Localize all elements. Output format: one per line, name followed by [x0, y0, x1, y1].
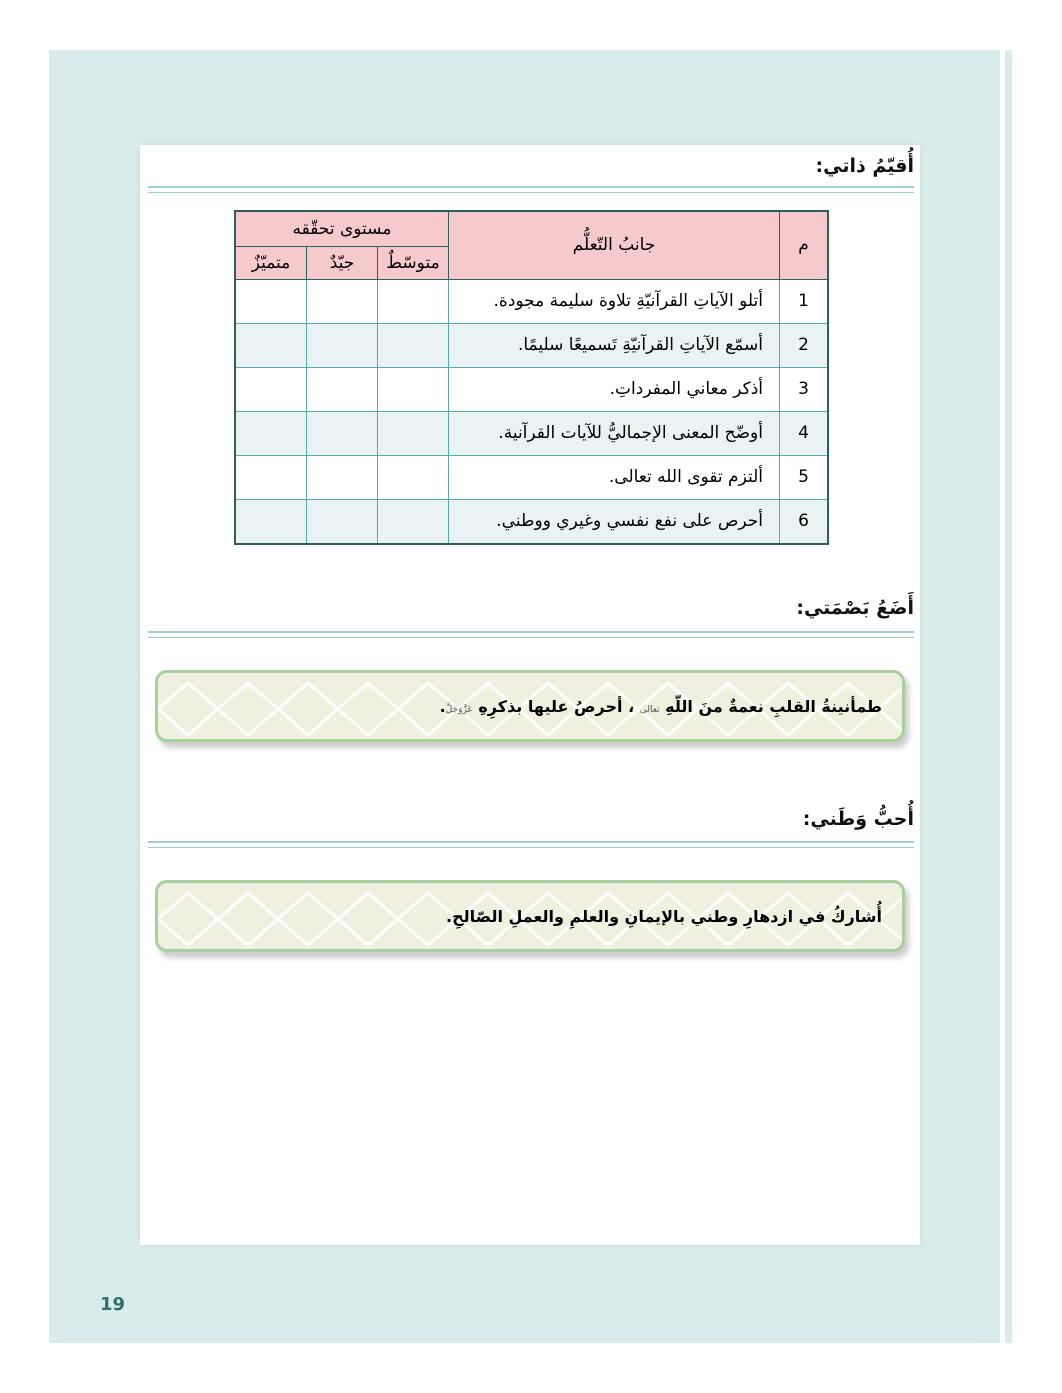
row-number: 3: [780, 367, 829, 411]
row-aspect: أذكر معاني المفرداتِ.: [449, 367, 780, 411]
cell-good[interactable]: [307, 323, 378, 367]
table-row: [235, 367, 828, 411]
cell-excellent[interactable]: [235, 323, 307, 367]
header-excellent: متميّزٌ: [235, 246, 307, 279]
divider: [148, 841, 914, 848]
cell-good[interactable]: [307, 279, 378, 323]
cell-excellent[interactable]: [235, 367, 307, 411]
row-number: 6: [780, 499, 829, 544]
divider: [148, 186, 914, 193]
row-aspect: أتلو الآياتِ القرآنيّةِ تلاوة سليمة مجودة.: [449, 279, 780, 323]
self-assessment-table: [234, 210, 829, 545]
table-row: [235, 411, 828, 455]
imprint-title: أَضَعُ بَصْمَتي:: [796, 597, 914, 619]
row-aspect: أوضّح المعنى الإجماليُّ للآيات القرآنية.: [449, 411, 780, 455]
row-aspect: أسمّع الآياتِ القرآنيّةِ تَسميعًا سليمًا.: [449, 323, 780, 367]
cell-good[interactable]: [307, 411, 378, 455]
header-average: متوسّطٌ: [378, 246, 449, 279]
homeland-text: أُشاركُ في ازدهارِ وطني بالإيمانِ والعلمِ والعملِ الصّالحِ.: [446, 906, 882, 926]
self-assessment-title: أُقيّمُ ذاتي:: [815, 155, 914, 177]
row-number: 1: [780, 279, 829, 323]
divider: [148, 631, 914, 638]
cell-good[interactable]: [307, 499, 378, 544]
cell-excellent[interactable]: [235, 279, 307, 323]
row-number: 5: [780, 455, 829, 499]
table-row: [235, 279, 828, 323]
row-number: 4: [780, 411, 829, 455]
cell-average[interactable]: [378, 411, 449, 455]
cell-average[interactable]: [378, 367, 449, 411]
cell-excellent[interactable]: [235, 455, 307, 499]
homeland-title: أُحبُّ وَطَني:: [802, 808, 914, 830]
cell-good[interactable]: [307, 367, 378, 411]
page-number: 19: [100, 1294, 126, 1315]
cell-average[interactable]: [378, 499, 449, 544]
imprint-text: طمأنينةُ القلبِ نعمةٌ منَ اللّهِ تعالى ، أحرصُ عليها بذكرِهِ عَزَّوَجَلَّ.: [439, 696, 882, 716]
cell-average[interactable]: [378, 279, 449, 323]
cell-average[interactable]: [378, 323, 449, 367]
header-level: مستوى تحقّقه: [235, 211, 449, 246]
table-row: [235, 455, 828, 499]
imprint-box: [155, 670, 905, 742]
row-number: 2: [780, 323, 829, 367]
cell-good[interactable]: [307, 455, 378, 499]
header-good: جيّدٌ: [307, 246, 378, 279]
header-aspect: جانبُ التّعلُّم: [449, 211, 780, 279]
cell-excellent[interactable]: [235, 499, 307, 544]
cell-average[interactable]: [378, 455, 449, 499]
row-aspect: ألتزم تقوى الله تعالى.: [449, 455, 780, 499]
page-edge: [1005, 50, 1012, 1343]
cell-excellent[interactable]: [235, 411, 307, 455]
table-row: [235, 499, 828, 544]
homeland-box: [155, 880, 905, 952]
header-num: م: [780, 211, 829, 279]
row-aspect: أحرص على نفع نفسي وغيري ووطني.: [449, 499, 780, 544]
table-row: [235, 323, 828, 367]
